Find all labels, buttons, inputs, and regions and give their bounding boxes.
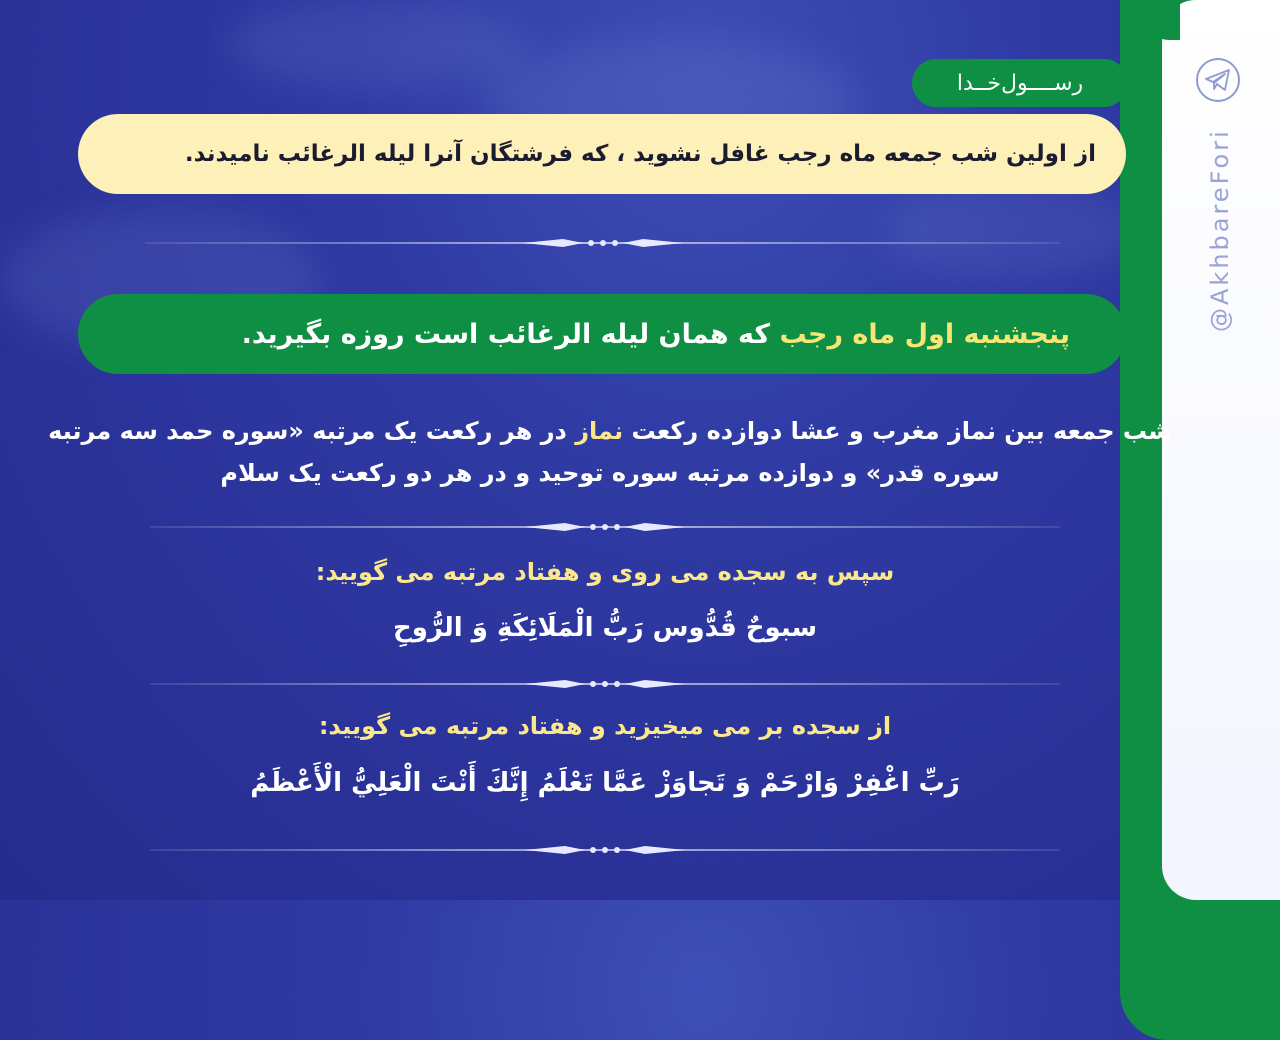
prayer-intro: شب جمعه بین نماز مغرب و عشا دوازده رکعت (631, 417, 1172, 445)
banner-highlight: پنجشنبه اول ماه رجب (779, 318, 1070, 350)
divider (150, 683, 1060, 685)
fasting-banner (78, 294, 1126, 374)
divider (145, 242, 1060, 244)
banner-text: که همان لیله الرغائب است روزه بگیرید. (241, 318, 780, 350)
sajdah-heading: سپس به سجده می روی و هفتاد مرتبه می گویید: (315, 558, 895, 586)
divider-ornament (525, 678, 685, 690)
telegram-icon[interactable] (1196, 58, 1240, 102)
divider-ornament (525, 844, 685, 856)
divider (150, 849, 1060, 851)
rise-dhikr: رَبِّ اغْفِرْ وَارْحَمْ وَ تَجاوَزْ عَمَّا تَعْلَمُ إِنَّكَ أَنْتَ الْعَلِيُّ الْأَعْظَمُ (250, 768, 960, 798)
sajdah-dhikr: سبوحٌ قُدُّوس رَبُّ الْمَلَائِکَةِ وَ الرُّوحِ (392, 613, 818, 643)
channel-handle[interactable]: @AkhbareFori (1206, 128, 1234, 332)
hadith-quote: از اولین شب جمعه ماه رجب غافل نشوید ، که فرشتگان آنرا لیله الرغائب نامیدند. (78, 114, 1126, 194)
divider-ornament (525, 521, 685, 533)
source-tag: رســــول‌خــدا (912, 59, 1128, 107)
rise-heading: از سجده بر می میخیزید و هفتاد مرتبه می گویید: (318, 712, 892, 740)
prayer-instructions (40, 410, 1180, 494)
prayer-rest: در هر رکعت یک مرتبه «سوره حمد سه مرتبه سوره قدر» و دوازده مرتبه سوره توحید و در هر دو رکعت یک سلام (48, 417, 1000, 487)
divider (150, 526, 1060, 528)
divider-ornament (523, 237, 683, 249)
prayer-word: نماز (575, 417, 632, 445)
